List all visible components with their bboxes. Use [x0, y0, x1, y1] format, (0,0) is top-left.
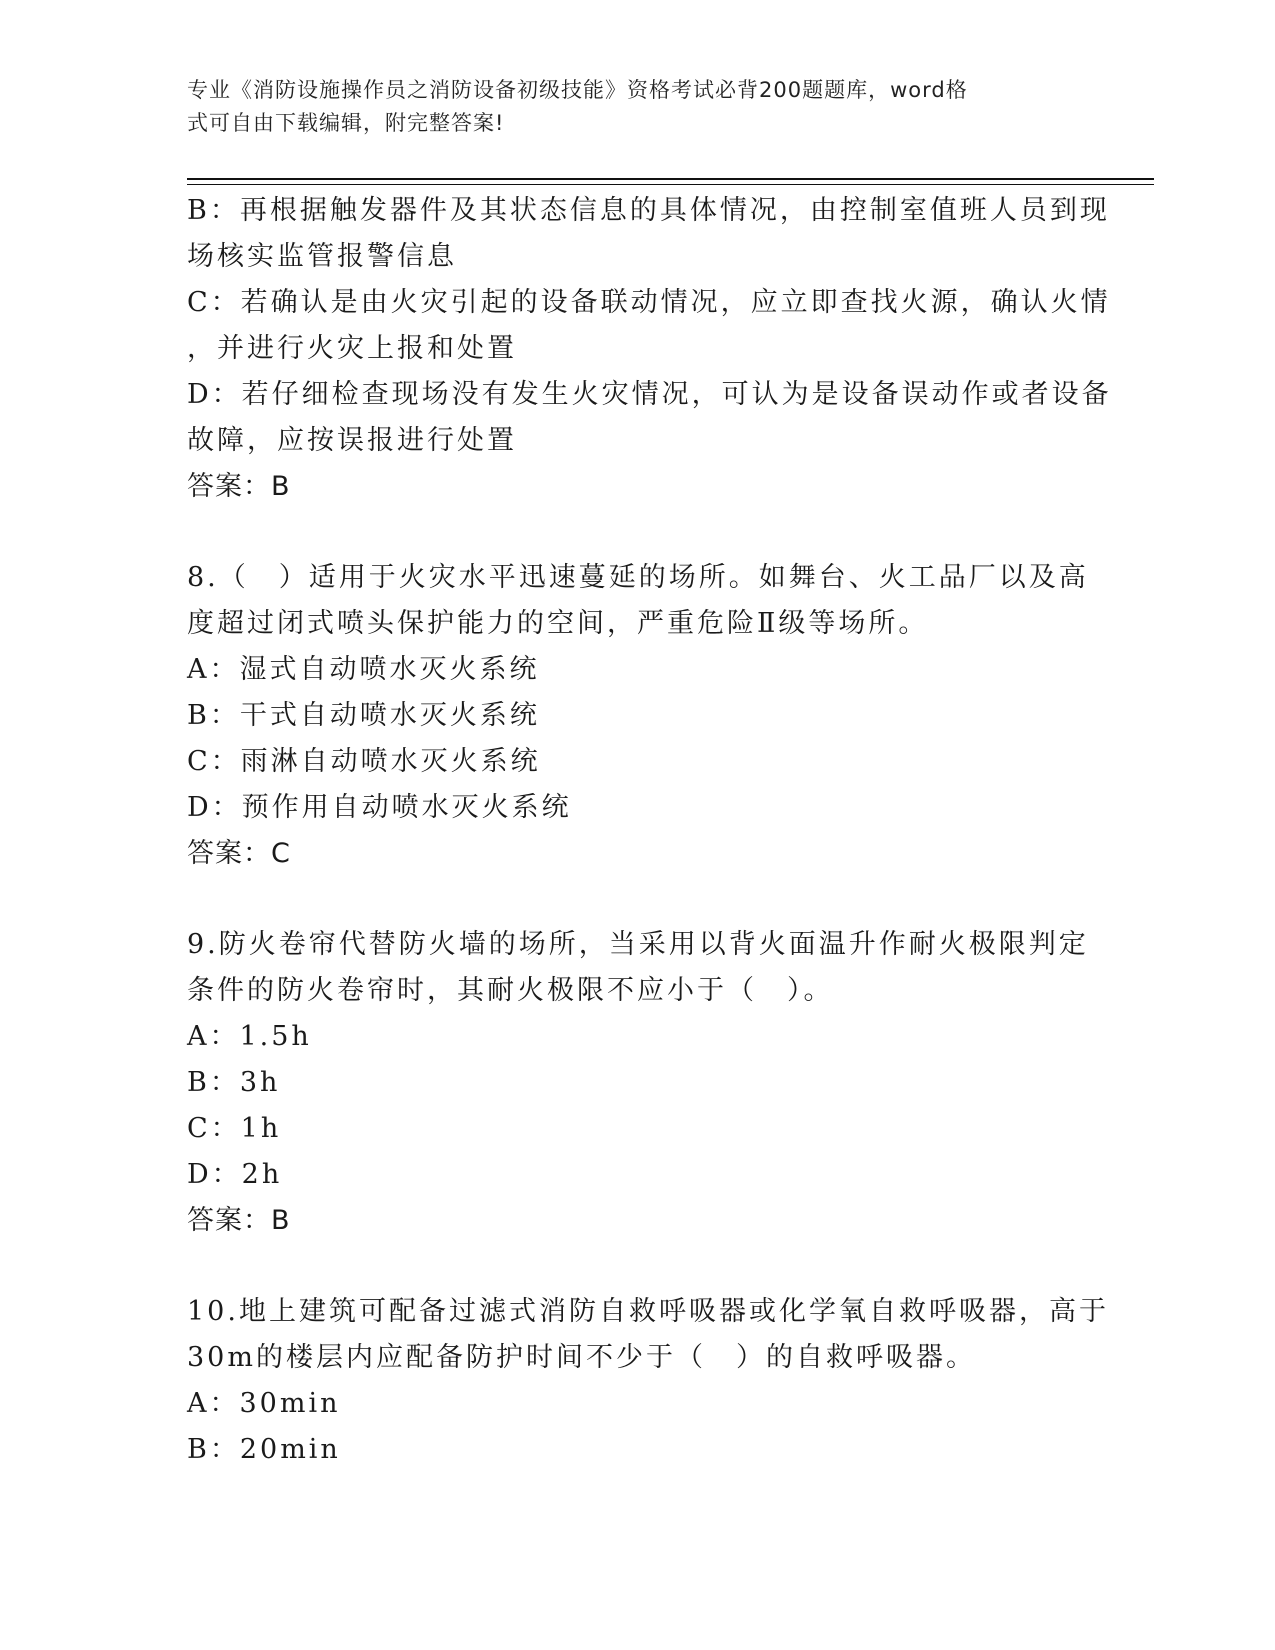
question-8: [187, 555, 1089, 877]
option-d-line-1: D：若仔细检查现场没有发生火灾情况，可认为是设备误动作或者设备: [187, 379, 1112, 410]
option-b: B：20min: [187, 1434, 341, 1465]
question-stem-line-2: 度超过闭式喷头保护能力的空间，严重危险Ⅱ级等场所。: [187, 608, 929, 639]
option-d-line-2: 故障，应按误报进行处置: [187, 425, 517, 456]
question-7-continued: [187, 188, 1112, 510]
header-divider-thick: [187, 178, 1154, 180]
option-a: A：30min: [187, 1388, 341, 1419]
question-stem-line-1: 9.防火卷帘代替防火墙的场所，当采用以背火面温升作耐火极限判定: [187, 929, 1089, 960]
option-c: C：1h: [187, 1113, 282, 1144]
option-b-line-2: 场核实监管报警信息: [187, 241, 457, 272]
option-d: D：2h: [187, 1159, 283, 1190]
option-c: C：雨淋自动喷水灭火系统: [187, 746, 541, 777]
question-stem-line-2: 条件的防火卷帘时，其耐火极限不应小于（ ）。: [187, 975, 834, 1006]
answer-text: 答案：C: [187, 838, 291, 869]
option-c-line-1: C：若确认是由火灾引起的设备联动情况，应立即查找火源，确认火情: [187, 287, 1111, 318]
answer-text: 答案：B: [187, 1205, 291, 1236]
header-line-2: 式可自由下载编辑，附完整答案!: [187, 111, 505, 135]
option-a: A：湿式自动喷水灭火系统: [187, 654, 540, 685]
option-d: D：预作用自动喷水灭火系统: [187, 792, 572, 823]
header-divider-thin: [187, 184, 1154, 185]
question-10: [187, 1289, 1109, 1473]
header-line-1: 专业《消防设施操作员之消防设备初级技能》资格考试必背200题题库，word格: [187, 78, 968, 102]
question-stem-line-1: 8.（ ）适用于火灾水平迅速蔓延的场所。如舞台、火工品厂以及高: [187, 562, 1089, 593]
document-header: [187, 74, 1067, 140]
option-b: B：3h: [187, 1067, 281, 1098]
option-b-line-1: B：再根据触发器件及其状态信息的具体情况，由控制室值班人员到现: [187, 195, 1110, 226]
answer-text: 答案：B: [187, 471, 291, 502]
question-stem-line-2: 30m的楼层内应配备防护时间不少于（ ）的自救呼吸器。: [187, 1342, 976, 1373]
option-b: B：干式自动喷水灭火系统: [187, 700, 540, 731]
option-a: A：1.5h: [187, 1021, 312, 1052]
question-stem-line-1: 10.地上建筑可配备过滤式消防自救呼吸器或化学氧自救呼吸器，高于: [187, 1296, 1109, 1327]
option-c-line-2: ，并进行火灾上报和处置: [187, 333, 517, 364]
document-body: [187, 188, 1112, 1473]
question-9: [187, 922, 1089, 1244]
